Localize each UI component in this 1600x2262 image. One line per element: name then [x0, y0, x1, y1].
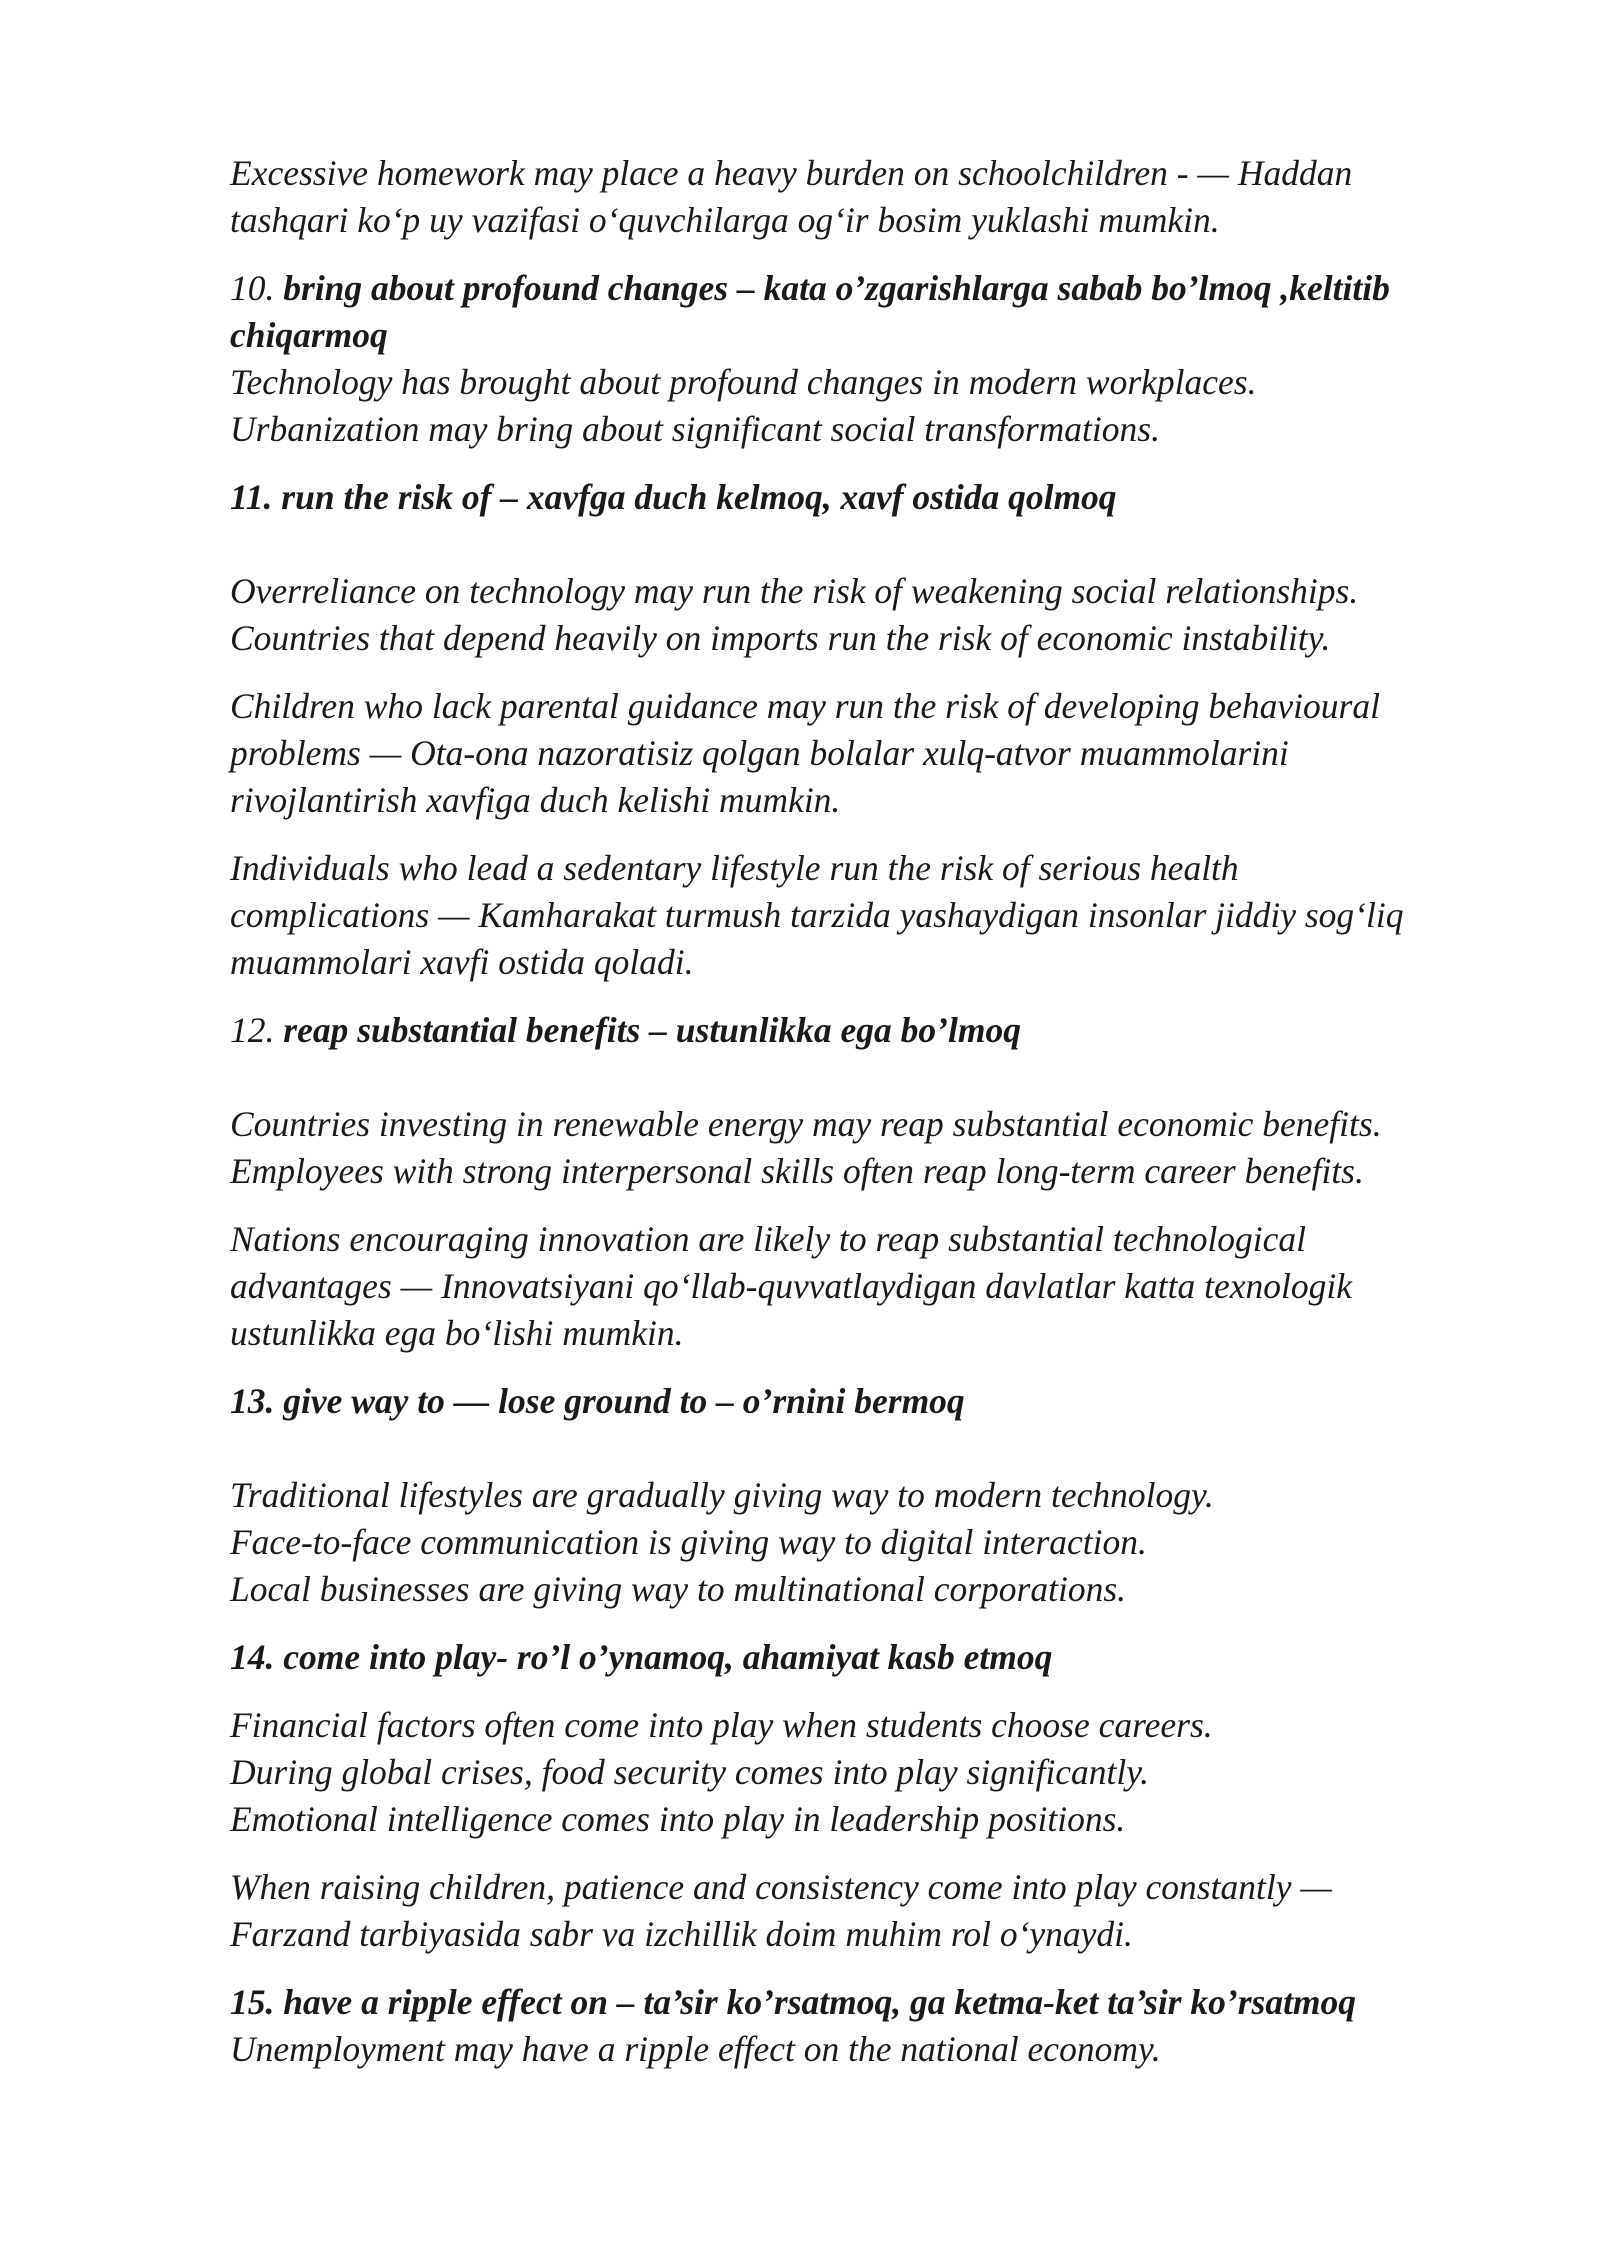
- text-line: problems — Ota-ona nazoratisiz qolgan bolalar xulq-atvor muammolarini: [230, 733, 1289, 773]
- heading-term: reap substantial benefits – ustunlikka ega bo’lmoq: [283, 1010, 1021, 1050]
- heading-term: bring about profound changes – kata o’zgarishlarga sabab bo’lmoq ,keltitib: [283, 268, 1390, 308]
- phrase-heading-15: [230, 1979, 1530, 2026]
- text-line: When raising children, patience and consistency come into play constantly —: [230, 1867, 1332, 1907]
- text-line: complications — Kamharakat turmush tarzida yashaydigan insonlar jiddiy sog‘liq: [230, 895, 1404, 935]
- paragraph: [230, 359, 1530, 453]
- paragraph: [230, 1216, 1530, 1357]
- heading-term: run the risk of – xavfga duch kelmoq, xavf ostida qolmoq: [281, 477, 1117, 517]
- text-line: advantages — Innovatsiyani qo‘llab-quvvatlaydigan davlatlar katta texnologik: [230, 1266, 1352, 1306]
- text-line: Individuals who lead a sedentary lifestyle run the risk of serious health: [230, 848, 1239, 888]
- text-line: Financial factors often come into play when students choose careers.: [230, 1705, 1213, 1745]
- text-line: Overreliance on technology may run the risk of weakening social relationships.: [230, 571, 1359, 611]
- phrase-heading-14: [230, 1634, 1530, 1681]
- text-line: Excessive homework may place a heavy burden on schoolchildren - — Haddan: [230, 153, 1353, 193]
- text-line: Children who lack parental guidance may run the risk of developing behavioural: [230, 686, 1380, 726]
- text-line: tashqari ko‘p uy vazifasi o‘quvchilarga og‘ir bosim yuklashi mumkin.: [230, 200, 1220, 240]
- text-line: Local businesses are giving way to multinational corporations.: [230, 1569, 1127, 1609]
- text-line: Urbanization may bring about significant social transformations.: [230, 409, 1160, 449]
- heading-term: chiqarmoq: [230, 315, 388, 355]
- document-body: [230, 150, 1530, 2094]
- paragraph: [230, 150, 1530, 244]
- paragraph: [230, 1864, 1530, 1958]
- heading-number: 13.: [230, 1381, 275, 1421]
- paragraph: [230, 1472, 1530, 1613]
- phrase-heading-13: [230, 1378, 1530, 1425]
- text-line: Unemployment may have a ripple effect on the national economy.: [230, 2029, 1161, 2069]
- text-line: ustunlikka ega bo‘lishi mumkin.: [230, 1313, 684, 1353]
- text-line: Face-to-face communication is giving way to digital interaction.: [230, 1522, 1147, 1562]
- paragraph: [230, 845, 1530, 986]
- text-line: During global crises, food security comes into play significantly.: [230, 1752, 1149, 1792]
- text-line: Countries that depend heavily on imports run the risk of economic instability.: [230, 618, 1331, 658]
- paragraph: [230, 568, 1530, 662]
- text-line: Farzand tarbiyasida sabr va izchillik doim muhim rol o‘ynaydi.: [230, 1914, 1133, 1954]
- paragraph: [230, 2026, 1530, 2073]
- paragraph: [230, 1702, 1530, 1843]
- phrase-heading-11: [230, 474, 1530, 521]
- text-line: rivojlantirish xavfiga duch kelishi mumkin.: [230, 780, 841, 820]
- heading-term: give way to — lose ground to – o’rnini bermoq: [283, 1381, 965, 1421]
- heading-term: come into play- ro’l o’ynamoq, ahamiyat kasb etmoq: [283, 1637, 1053, 1677]
- heading-number: 10.: [230, 268, 275, 308]
- text-line: Nations encouraging innovation are likely to reap substantial technological: [230, 1219, 1307, 1259]
- text-line: Technology has brought about profound changes in modern workplaces.: [230, 362, 1257, 402]
- heading-number: 11.: [230, 477, 273, 517]
- heading-term: have a ripple effect on – ta’sir ko’rsatmoq, ga ketma-ket ta’sir ko’rsatmoq: [283, 1982, 1357, 2022]
- text-line: muammolari xavfi ostida qoladi.: [230, 942, 694, 982]
- heading-number: 12.: [230, 1010, 275, 1050]
- phrase-heading-12: [230, 1007, 1530, 1054]
- heading-number: 14.: [230, 1637, 275, 1677]
- phrase-heading-10: [230, 265, 1530, 359]
- paragraph: [230, 683, 1530, 824]
- paragraph: [230, 1101, 1530, 1195]
- text-line: Employees with strong interpersonal skills often reap long-term career benefits.: [230, 1151, 1364, 1191]
- heading-number: 15.: [230, 1982, 275, 2022]
- text-line: Countries investing in renewable energy may reap substantial economic benefits.: [230, 1104, 1382, 1144]
- text-line: Emotional intelligence comes into play in leadership positions.: [230, 1799, 1126, 1839]
- text-line: Traditional lifestyles are gradually giving way to modern technology.: [230, 1475, 1214, 1515]
